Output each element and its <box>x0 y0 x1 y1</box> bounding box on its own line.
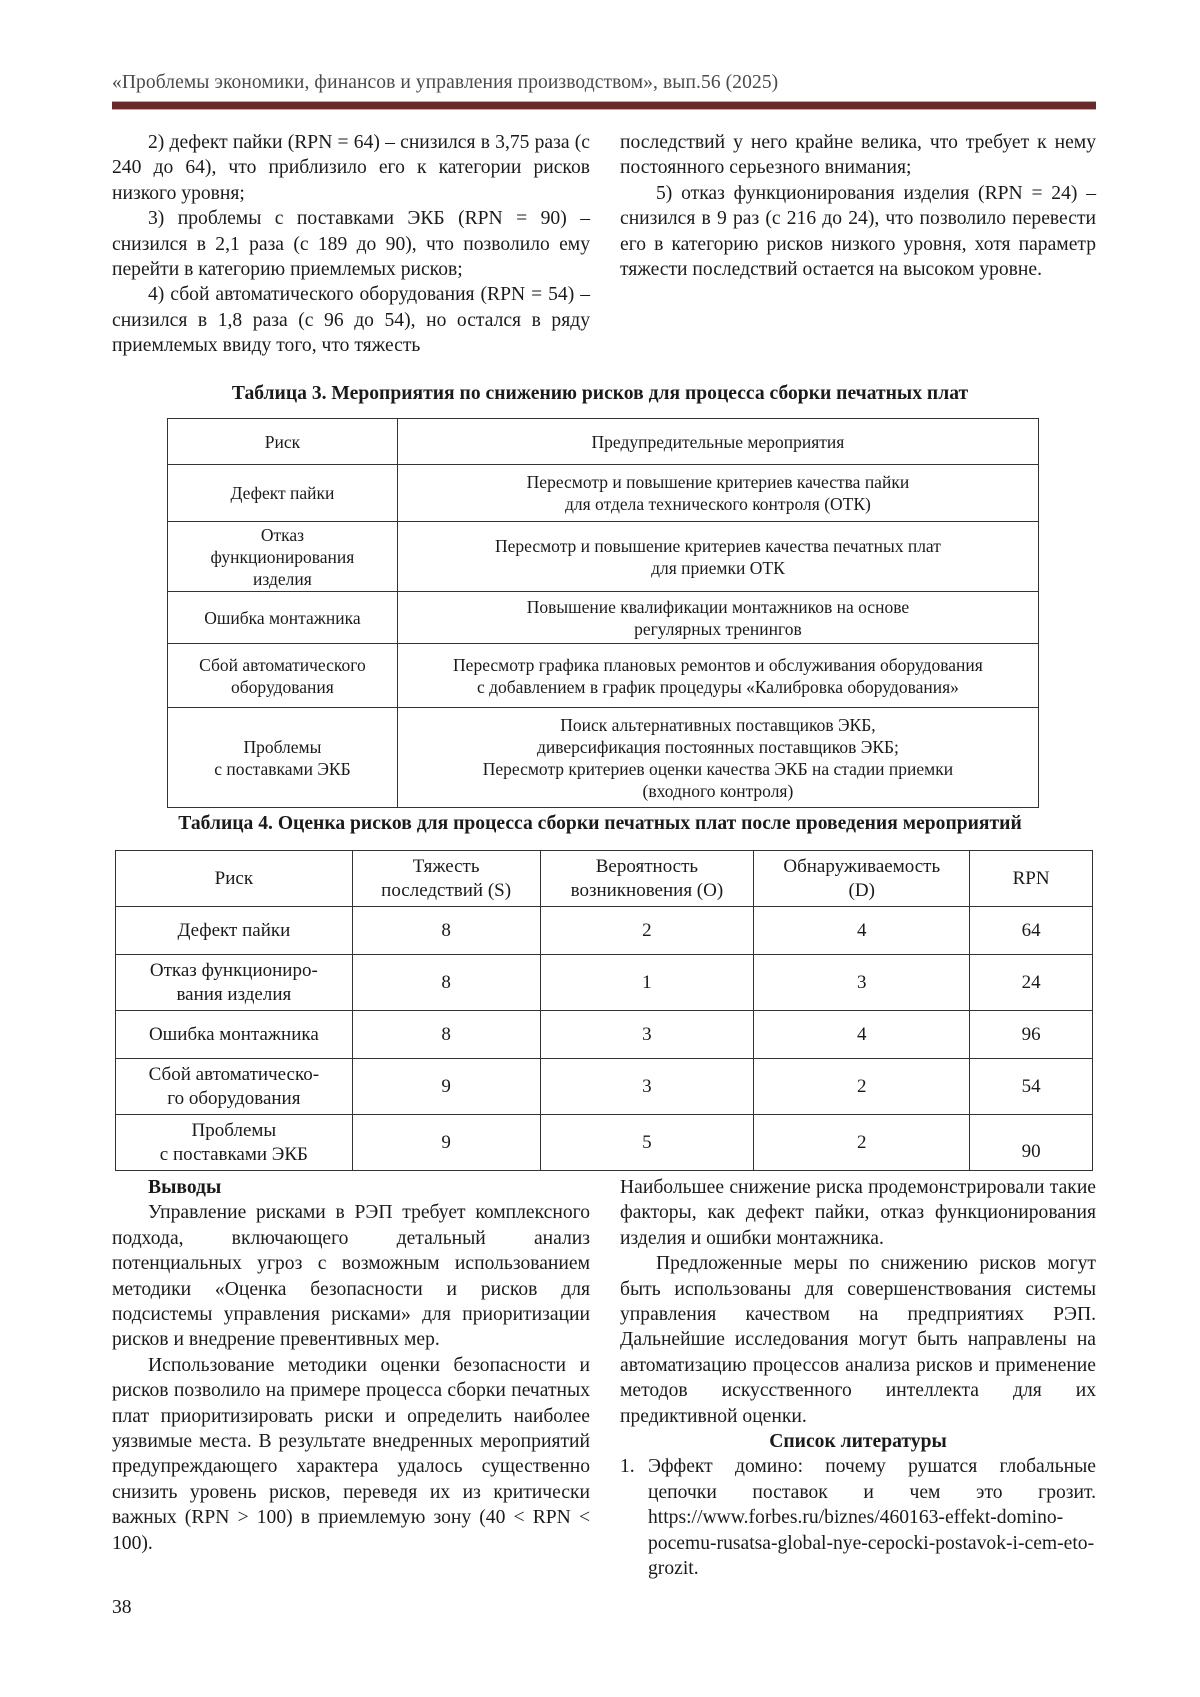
table3-risk-measures <box>167 418 1039 808</box>
header-rpn: RPN <box>970 851 1093 907</box>
risk-cell: Проблемы с поставками ЭКБ <box>168 708 398 808</box>
conclusions-right-column <box>620 1175 1096 1582</box>
table-row <box>116 1011 1093 1059</box>
severity-cell: 8 <box>352 955 540 1011</box>
reference-number: 1. <box>620 1456 635 1478</box>
top-left-column <box>112 130 590 359</box>
table-row <box>168 592 1039 644</box>
detection-cell: 2 <box>754 1059 970 1115</box>
header-detection: Обнаруживаемость (D) <box>754 851 970 907</box>
table3-caption: Таблица 3. Мероприятия по снижению рисков для процесса сборки печатных плат <box>231 383 969 404</box>
paragraph: 3) проблемы с поставками ЭКБ (RPN = 90) – снизился в 2,1 раза (с 189 до 90), что позволило ему перейти в категорию приемлемых рисков; <box>112 208 590 281</box>
risk-cell: Отказ функционирования изделия <box>168 522 398 592</box>
running-head: «Проблемы экономики, финансов и управления производством», вып.56 (2025) <box>112 72 779 93</box>
measures-cell: Поиск альтернативных поставщиков ЭКБ, диверсификация постоянных поставщиков ЭКБ; Пересмотр критериев оценки качества ЭКБ на стадии приемки (входного контроля) <box>397 708 1038 808</box>
paragraph: 5) отказ функционирования изделия (RPN = 24) – снизился в 9 раз (с 216 до 24), что позволило перевести его в категорию рисков низкого уровня, хотя параметр тяжести последствий остается на высоком уровне. <box>620 182 1096 281</box>
rpn-cell: 90 <box>970 1115 1093 1171</box>
header-rule <box>112 101 1096 110</box>
risk-cell: Проблемы с поставками ЭКБ <box>116 1115 353 1171</box>
table4-risk-assessment <box>115 850 1093 1171</box>
table3-header-row <box>168 419 1039 465</box>
rpn-cell: 64 <box>970 907 1093 955</box>
header-measures: Предупредительные мероприятия <box>397 419 1038 465</box>
occurrence-cell: 3 <box>540 1011 754 1059</box>
page-number: 38 <box>112 1597 132 1618</box>
risk-cell: Ошибка монтажника <box>116 1011 353 1059</box>
risk-cell: Сбой автоматического оборудования <box>168 644 398 708</box>
reference-text: Эффект домино: почему рушатся глобальные цепочки поставок и чем это грозит. https://www.forbes.ru/biznes/460163-effekt-domino-pocemu-rusatsa-global-nye-cepocki-postavok-i-cem-eto-grozit. <box>648 1456 1096 1580</box>
paragraph: Управление рисками в РЭП требует комплексного подхода, включающего детальный анализ потенциальных угроз с возможным использованием методики «Оценка безопасности и рисков для подсистемы управления рисками» для приоритизации рисков и внедрение превентивных мер. <box>112 1202 590 1351</box>
table-row <box>116 1115 1093 1171</box>
severity-cell: 8 <box>352 907 540 955</box>
risk-cell: Дефект пайки <box>168 465 398 522</box>
header-severity: Тяжесть последствий (S) <box>352 851 540 907</box>
detection-cell: 2 <box>754 1115 970 1171</box>
paragraph: 2) дефект пайки (RPN = 64) – снизился в 3,75 раза (с 240 до 64), что приблизило его к категории рисков низкого уровня; <box>112 132 590 204</box>
conclusions-heading: Выводы <box>148 1177 222 1198</box>
measures-cell: Пересмотр и повышение критериев качества печатных плат для приемки ОТК <box>397 522 1038 592</box>
severity-cell: 9 <box>352 1059 540 1115</box>
references-heading: Список литературы <box>769 1431 947 1453</box>
occurrence-cell: 3 <box>540 1059 754 1115</box>
occurrence-cell: 1 <box>540 955 754 1011</box>
top-right-column <box>620 130 1096 282</box>
table-row <box>116 955 1093 1011</box>
detection-cell: 4 <box>754 1011 970 1059</box>
conclusions-left-column <box>112 1175 590 1556</box>
table4-header-row <box>116 851 1093 907</box>
rpn-cell: 54 <box>970 1059 1093 1115</box>
risk-cell: Сбой автоматическо- го оборудования <box>116 1059 353 1115</box>
detection-cell: 3 <box>754 955 970 1011</box>
header-occurrence: Вероятность возникновения (O) <box>540 851 754 907</box>
measures-cell: Пересмотр и повышение критериев качества пайки для отдела технического контроля (ОТК) <box>397 465 1038 522</box>
header-risk: Риск <box>116 851 353 907</box>
risk-cell: Ошибка монтажника <box>168 592 398 644</box>
paragraph: Предложенные меры по снижению рисков могут быть использованы для совершенствования системы управления качеством на предприятиях РЭП. Дальнейшие исследования могут быть направлены на автоматизацию процессов анализа рисков и применение методов искусственного интеллекта для их предиктивной оценки. <box>620 1253 1096 1427</box>
measures-cell: Пересмотр графика плановых ремонтов и обслуживания оборудования с добавлением в график процедуры «Калибровка оборудования» <box>397 644 1038 708</box>
paragraph: Наибольшее снижение риска продемонстрировали такие факторы, как дефект пайки, отказ функционирования изделия и ошибки монтажника. <box>620 1177 1096 1249</box>
rpn-cell: 24 <box>970 955 1093 1011</box>
table-row <box>168 708 1039 808</box>
table-row <box>168 522 1039 592</box>
occurrence-cell: 5 <box>540 1115 754 1171</box>
severity-cell: 8 <box>352 1011 540 1059</box>
paragraph: Использование методики оценки безопасности и рисков позволило на примере процесса сборки печатных плат приоритизировать риски и определить наиболее уязвимые места. В результате внедренных мероприятий предупреждающего характера удалось существенно снизить уровень рисков, переведя их из критически важных (RPN > 100) в приемлемую зону (40 < RPN < 100). <box>112 1354 590 1554</box>
table-row <box>168 644 1039 708</box>
table4-caption: Таблица 4. Оценка рисков для процесса сборки печатных плат после проведения мероприятий <box>178 813 1022 834</box>
rpn-cell: 96 <box>970 1011 1093 1059</box>
paragraph: последствий у него крайне велика, что требует к нему постоянного серьезного внимания; <box>620 132 1096 179</box>
occurrence-cell: 2 <box>540 907 754 955</box>
reference-item <box>620 1454 1096 1581</box>
severity-cell: 9 <box>352 1115 540 1171</box>
paragraph: 4) сбой автоматического оборудования (RPN = 54) – снизился в 1,8 раза (с 96 до 54), но остался в ряду приемлемых ввиду того, что тяжесть <box>112 284 590 357</box>
table-row <box>168 465 1039 522</box>
table-row <box>116 907 1093 955</box>
risk-cell: Дефект пайки <box>116 907 353 955</box>
measures-cell: Повышение квалификации монтажников на основе регулярных тренингов <box>397 592 1038 644</box>
detection-cell: 4 <box>754 907 970 955</box>
header-risk: Риск <box>168 419 398 465</box>
risk-cell: Отказ функциониро- вания изделия <box>116 955 353 1011</box>
table-row <box>116 1059 1093 1115</box>
